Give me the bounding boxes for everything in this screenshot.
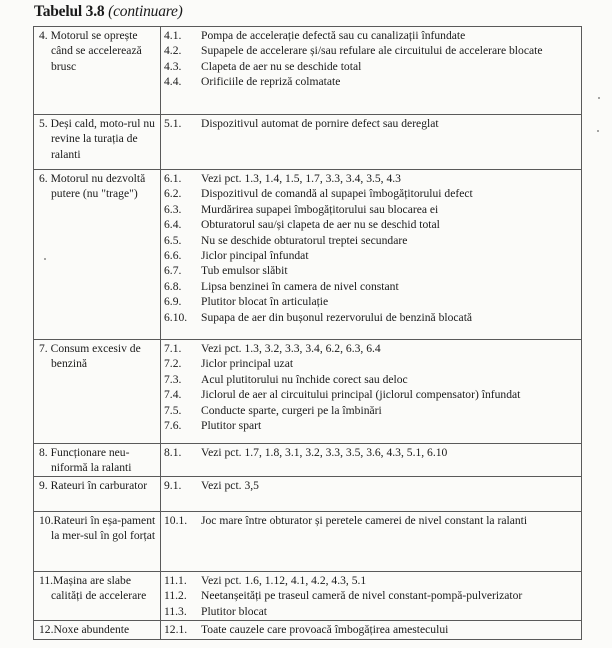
cause-item	[164, 513, 578, 528]
cause-item	[164, 445, 578, 460]
cause-item	[164, 418, 578, 433]
cause-item	[164, 403, 578, 418]
cause-item	[164, 573, 578, 588]
causes-cell	[161, 512, 582, 572]
causes-cell	[161, 621, 582, 640]
troubleshooting-table	[33, 26, 582, 640]
cause-description: Lipsa benzinei în camera de nivel constant	[201, 279, 399, 293]
cause-code: 6.10.	[164, 310, 188, 324]
cause-code: 7.5.	[164, 403, 182, 417]
symptom-text: 7. Consum excesiv de benzină	[39, 342, 141, 371]
cause-code: 6.7.	[164, 264, 182, 278]
cause-item	[164, 604, 578, 619]
cause-code: 12.1.	[164, 623, 188, 636]
cause-item	[164, 248, 578, 263]
cause-item	[164, 387, 578, 402]
cause-item	[164, 116, 578, 131]
cause-description: Jiclor principal uzat	[201, 357, 294, 371]
symptom-cell	[34, 512, 161, 572]
cause-description: Vezi pct. 1.7, 1.8, 3.1, 3.2, 3.3, 3.5, 3.6, 4.3, 5.1, 6.10	[201, 446, 448, 459]
cause-item	[164, 588, 578, 603]
cause-code: 6.4.	[164, 218, 182, 232]
causes-cell	[161, 572, 582, 621]
cause-code: 11.1.	[164, 574, 187, 587]
scan-speck	[597, 130, 599, 132]
cause-description: Orificiile de repriză colmatate	[201, 75, 341, 89]
symptom-cell	[34, 170, 161, 340]
cause-description: Vezi pct. 1.3, 3.2, 3.3, 3.4, 6.2, 6.3, 6.4	[201, 342, 381, 355]
cause-description: Vezi pct. 1.6, 1.12, 4.1, 4.2, 4.3, 5.1	[201, 574, 367, 587]
cause-item	[164, 279, 578, 294]
table-row	[34, 477, 582, 512]
symptom-cell	[34, 621, 161, 640]
cause-code: 7.6.	[164, 419, 182, 433]
cause-description: Supapa de aer din bușonul rezervorului de benzină blocată	[201, 310, 473, 324]
cause-description: Pompa de accelerație defectă sau cu canalizații înfundate	[201, 29, 466, 42]
cause-item	[164, 74, 578, 89]
cause-description: Obturatorul sau/și clapeta de aer nu se deschid total	[201, 218, 440, 232]
cause-item	[164, 356, 578, 371]
cause-code: 4.2.	[164, 44, 182, 58]
causes-cell	[161, 115, 582, 170]
scan-speck	[44, 258, 46, 260]
cause-code: 4.4.	[164, 75, 182, 89]
cause-code: 6.2.	[164, 187, 182, 201]
symptom-text: 11.Mașina are slabe calități de accelerare	[39, 574, 147, 603]
symptom-cell	[34, 27, 161, 115]
table-row	[34, 512, 582, 572]
cause-description: Conducte sparte, curgeri pe la îmbinări	[201, 403, 382, 417]
cause-code: 5.1.	[164, 117, 182, 130]
cause-item	[164, 294, 578, 309]
cause-code: 6.9.	[164, 295, 182, 309]
symptom-text: 4. Motorul se oprește când se accelerează brusc	[39, 29, 142, 73]
cause-code: 11.2.	[164, 589, 187, 603]
cause-code: 7.4.	[164, 388, 182, 402]
cause-code: 6.8.	[164, 279, 182, 293]
cause-code: 7.3.	[164, 372, 182, 386]
cause-code: 9.1.	[164, 479, 182, 492]
symptom-text: 10.Rateuri în eșa-pament la mer-sul în gol forțat	[39, 514, 156, 543]
cause-description: Plutitor blocat	[201, 604, 268, 618]
symptom-text: 6. Motorul nu dezvoltă putere (nu "trage")	[39, 172, 146, 201]
cause-item	[164, 310, 578, 325]
cause-description: Supapele de accelerare și/sau refulare ale circuitului de accelerare blocate	[201, 44, 543, 58]
cause-description: Plutitor spart	[201, 419, 262, 433]
cause-description: Murdărirea supapei îmbogățitorului sau blocarea ei	[201, 202, 439, 216]
table-row	[34, 572, 582, 621]
cause-item	[164, 217, 578, 232]
cause-description: Vezi pct. 1.3, 1.4, 1.5, 1.7, 3.3, 3.4, 3.5, 4.3	[201, 172, 401, 185]
cause-description: Neetanșeități pe traseul cameră de nivel constant-pompă-pulverizator	[201, 589, 523, 603]
symptom-cell	[34, 572, 161, 621]
cause-code: 10.1.	[164, 514, 188, 527]
cause-description: Clapeta de aer nu se deschide total	[201, 59, 362, 73]
cause-code: 8.1.	[164, 446, 182, 459]
cause-item	[164, 478, 578, 493]
cause-code: 4.1.	[164, 29, 182, 42]
cause-description: Jiclorul de aer al circuitului principal (jiclorul compensator) înfundat	[201, 388, 521, 402]
cause-item	[164, 43, 578, 58]
cause-item	[164, 622, 578, 637]
table-row	[34, 621, 582, 640]
cause-description: Joc mare între obturator și peretele camerei de nivel constant la ralanti	[201, 514, 528, 527]
causes-cell	[161, 170, 582, 340]
table-title-continuation: (continuare)	[108, 3, 183, 20]
cause-item	[164, 171, 578, 186]
cause-item	[164, 233, 578, 248]
cause-code: 7.1.	[164, 342, 182, 355]
symptom-text: 5. Deși cald, moto-rul nu revine la turația de ralanti	[39, 117, 155, 161]
cause-item	[164, 263, 578, 278]
cause-description: Jiclor pincipal înfundat	[201, 249, 309, 263]
table-row	[34, 340, 582, 444]
cause-item	[164, 28, 578, 43]
cause-description: Acul plutitorului nu închide corect sau deloc	[201, 372, 408, 386]
cause-item	[164, 372, 578, 387]
cause-code: 11.3.	[164, 604, 187, 618]
causes-cell	[161, 444, 582, 477]
table-body	[34, 27, 582, 640]
symptom-cell	[34, 477, 161, 512]
cause-item	[164, 186, 578, 201]
cause-description: Dispozitivul de comandă al supapei îmbogățitorului defect	[201, 187, 473, 201]
symptom-text: 12.Noxe abundente	[39, 623, 130, 636]
symptom-cell	[34, 444, 161, 477]
causes-cell	[161, 477, 582, 512]
scan-speck	[598, 97, 600, 99]
symptom-cell	[34, 115, 161, 170]
table-title-label: Tabelul 3.8	[34, 3, 105, 20]
table-title	[34, 3, 183, 21]
table-row	[34, 170, 582, 340]
cause-code: 6.5.	[164, 233, 182, 247]
causes-cell	[161, 340, 582, 444]
cause-description: Vezi pct. 3,5	[201, 479, 259, 492]
causes-cell	[161, 27, 582, 115]
cause-item	[164, 341, 578, 356]
symptom-text: 9. Rateuri în carburator	[39, 479, 148, 492]
symptom-cell	[34, 340, 161, 444]
cause-code: 6.1.	[164, 172, 182, 185]
cause-code: 7.2.	[164, 357, 182, 371]
cause-code: 6.3.	[164, 202, 182, 216]
table-row	[34, 444, 582, 477]
cause-code: 6.6.	[164, 249, 182, 263]
cause-description: Plutitor blocat în articulație	[201, 295, 329, 309]
table-row	[34, 115, 582, 170]
symptom-text: 8. Funcționare neu-niformă la ralanti	[39, 446, 132, 475]
cause-item	[164, 59, 578, 74]
cause-item	[164, 202, 578, 217]
cause-description: Dispozitivul automat de pornire defect sau dereglat	[201, 117, 439, 130]
table-row	[34, 27, 582, 115]
cause-description: Tub emulsor slăbit	[201, 264, 288, 278]
cause-code: 4.3.	[164, 59, 182, 73]
cause-description: Toate cauzele care provoacă îmbogățirea amestecului	[201, 623, 449, 636]
cause-description: Nu se deschide obturatorul treptei secundare	[201, 233, 408, 247]
